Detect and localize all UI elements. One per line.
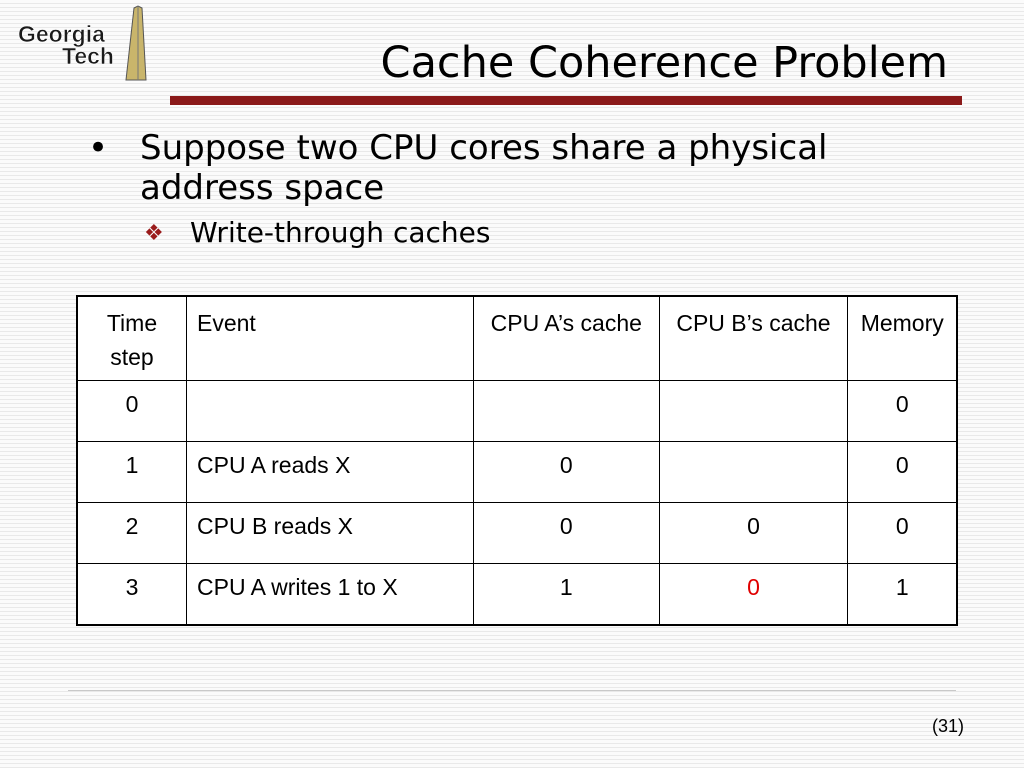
bullet-marker: • (88, 128, 109, 168)
header-time-step: Time step (77, 296, 187, 381)
table-header-row (77, 296, 957, 381)
table-row (77, 442, 957, 503)
cell-cpu-b-cache: 0 (659, 503, 848, 564)
header-cpu-b-cache: CPU B’s cache (659, 296, 848, 381)
sub-bullet-text: Write-through caches (190, 216, 491, 249)
cell-cpu-a-cache (474, 381, 660, 442)
table-row (77, 503, 957, 564)
slide-title: Cache Coherence Problem (380, 38, 948, 88)
header-event: Event (187, 296, 474, 381)
page-number: (31) (931, 716, 964, 736)
sub-bullet-marker: ❖ (144, 221, 164, 246)
header-cpu-a-cache: CPU A’s cache (474, 296, 660, 381)
table-row (77, 381, 957, 442)
cell-cpu-a-cache: 0 (474, 503, 660, 564)
header-memory: Memory (848, 296, 957, 381)
cell-memory: 1 (848, 564, 957, 626)
cell-time-step: 2 (77, 503, 187, 564)
cell-event: CPU A reads X (187, 442, 474, 503)
cell-cpu-b-cache (659, 381, 848, 442)
cell-memory: 0 (848, 381, 957, 442)
logo-line1: Georgia (18, 21, 105, 47)
cell-time-step: 3 (77, 564, 187, 626)
cell-time-step: 0 (77, 381, 187, 442)
georgia-tech-logo (14, 2, 154, 82)
cell-event (187, 381, 474, 442)
title-underline (170, 96, 962, 105)
logo-line2: Tech (62, 43, 114, 69)
table-row (77, 564, 957, 626)
cell-cpu-b-cache (659, 442, 848, 503)
footer-divider (68, 690, 956, 691)
sub-bullet-item (86, 216, 966, 250)
cell-memory: 0 (848, 442, 957, 503)
coherence-table (76, 295, 958, 626)
cell-cpu-a-cache: 1 (474, 564, 660, 626)
cell-event: CPU A writes 1 to X (187, 564, 474, 626)
cell-event: CPU B reads X (187, 503, 474, 564)
bullet-item (86, 128, 966, 208)
cell-cpu-a-cache: 0 (474, 442, 660, 503)
bullet-list (86, 128, 966, 250)
cell-cpu-b-cache-stale: 0 (659, 564, 848, 626)
cell-memory: 0 (848, 503, 957, 564)
bullet-text: Suppose two CPU cores share a physical address space (140, 128, 828, 208)
cell-time-step: 1 (77, 442, 187, 503)
